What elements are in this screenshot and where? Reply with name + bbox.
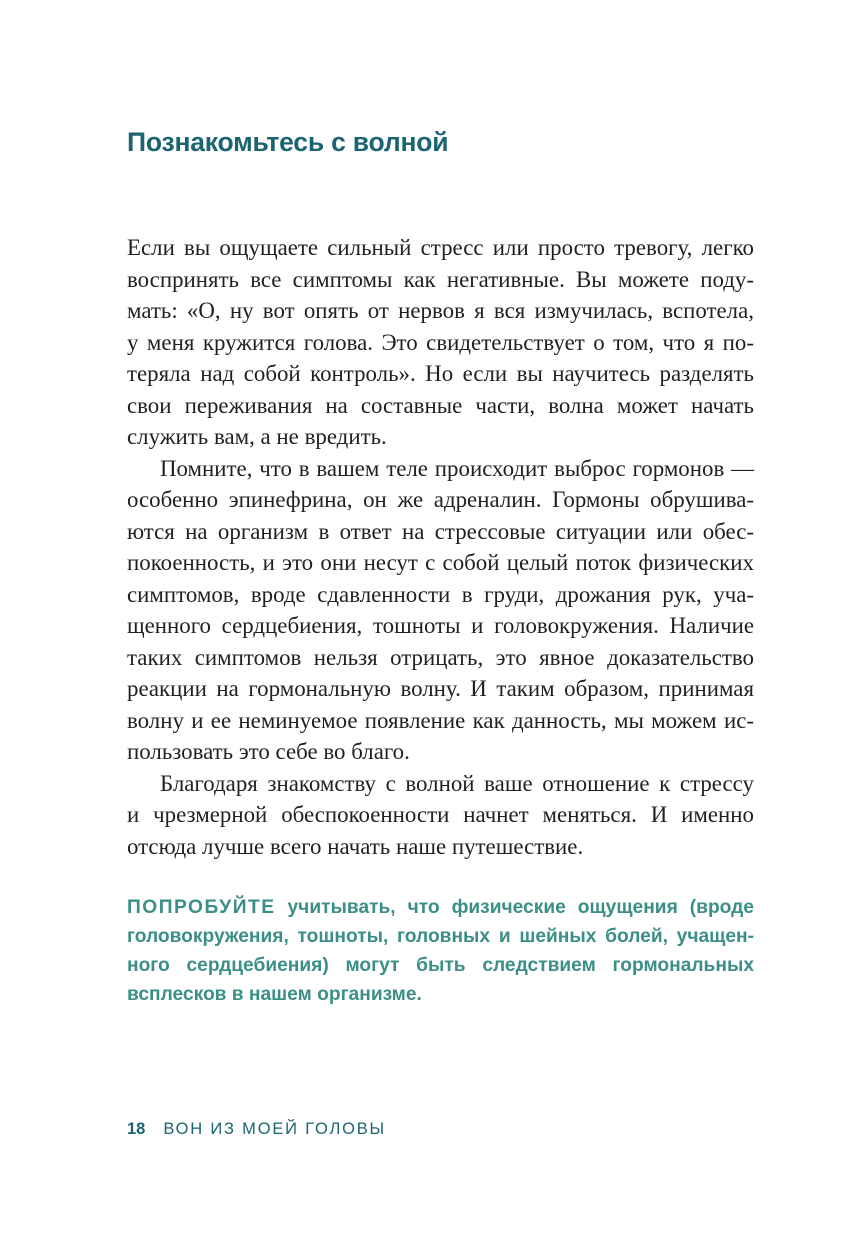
text-line: пользовать это себе во благо. — [127, 739, 410, 764]
text-line: свои переживания на составные части, волна может начать — [127, 392, 754, 418]
text-line: волну и ее неминуемое появление как данность, мы можем ис- — [127, 707, 754, 733]
paragraph-1 — [127, 232, 754, 453]
text-line: у меня кружится голова. Это свидетельствует о том, что я по- — [127, 329, 754, 355]
text-line: отсюда лучше всего начать наше путешествие. — [127, 833, 584, 859]
section-heading: Познакомьтесь с волной — [127, 127, 449, 157]
text-line: симптомов, вроде сдавленности в груди, дрожания рук, уча- — [127, 581, 754, 607]
tip-line: всплесков в нашем организме. — [127, 984, 422, 1005]
text-line: мать: «О, ну вот опять от нервов я вся измучилась, вспотела, — [127, 298, 754, 323]
paragraph-2 — [127, 453, 754, 768]
text-line: щенного сердцебиения, тошноты и головокружения. Наличие — [127, 613, 754, 638]
text-line: Благодаря знакомству с волной ваше отношение к стрессу — [160, 770, 754, 796]
text-line: покоенность, и это они несут с собой целый поток физических — [127, 550, 754, 575]
page-footer — [127, 1118, 386, 1140]
text-line: реакции на гормональную волну. И таким образом, принимая — [127, 676, 754, 701]
page-number: 18 — [127, 1120, 146, 1138]
tip-lead: ПОПРОБУЙТЕ — [127, 897, 276, 918]
text-line: Помните, что в вашем теле происходит выброс гормонов — — [160, 455, 754, 481]
text-line: и чрезмерной обеспокоенности начнет меняться. И именно — [127, 802, 754, 827]
running-title: ВОН ИЗ МОЕЙ ГОЛОВЫ — [163, 1120, 386, 1138]
tip-line: головокружения, тошноты, головных и шейных болей, учащен- — [127, 926, 754, 947]
text-line: ются на организм в ответ на стрессовые ситуации или обес- — [127, 518, 754, 544]
tip-box — [127, 893, 754, 1009]
text-line: таких симптомов нельзя отрицать, это явное доказательство — [127, 644, 754, 670]
text-line: воспринять все симптомы как негативные. Вы можете поду- — [127, 266, 754, 292]
tip-first-line — [127, 893, 754, 922]
text-line: теряла над собой контроль». Но если вы научитесь разделять — [127, 361, 754, 386]
text-line: Если вы ощущаете сильный стресс или просто тревогу, легко — [127, 235, 754, 260]
tip-line: ного сердцебиения) могут быть следствием гормональных — [127, 955, 754, 976]
paragraph-3 — [127, 768, 754, 863]
body-text — [127, 232, 754, 862]
tip-line: учитывать, что физические ощущения (вроде — [287, 897, 754, 918]
text-line: служить вам, а не вредить. — [127, 424, 387, 449]
text-line: особенно эпинефрина, он же адреналин. Гормоны обрушива- — [127, 487, 754, 512]
